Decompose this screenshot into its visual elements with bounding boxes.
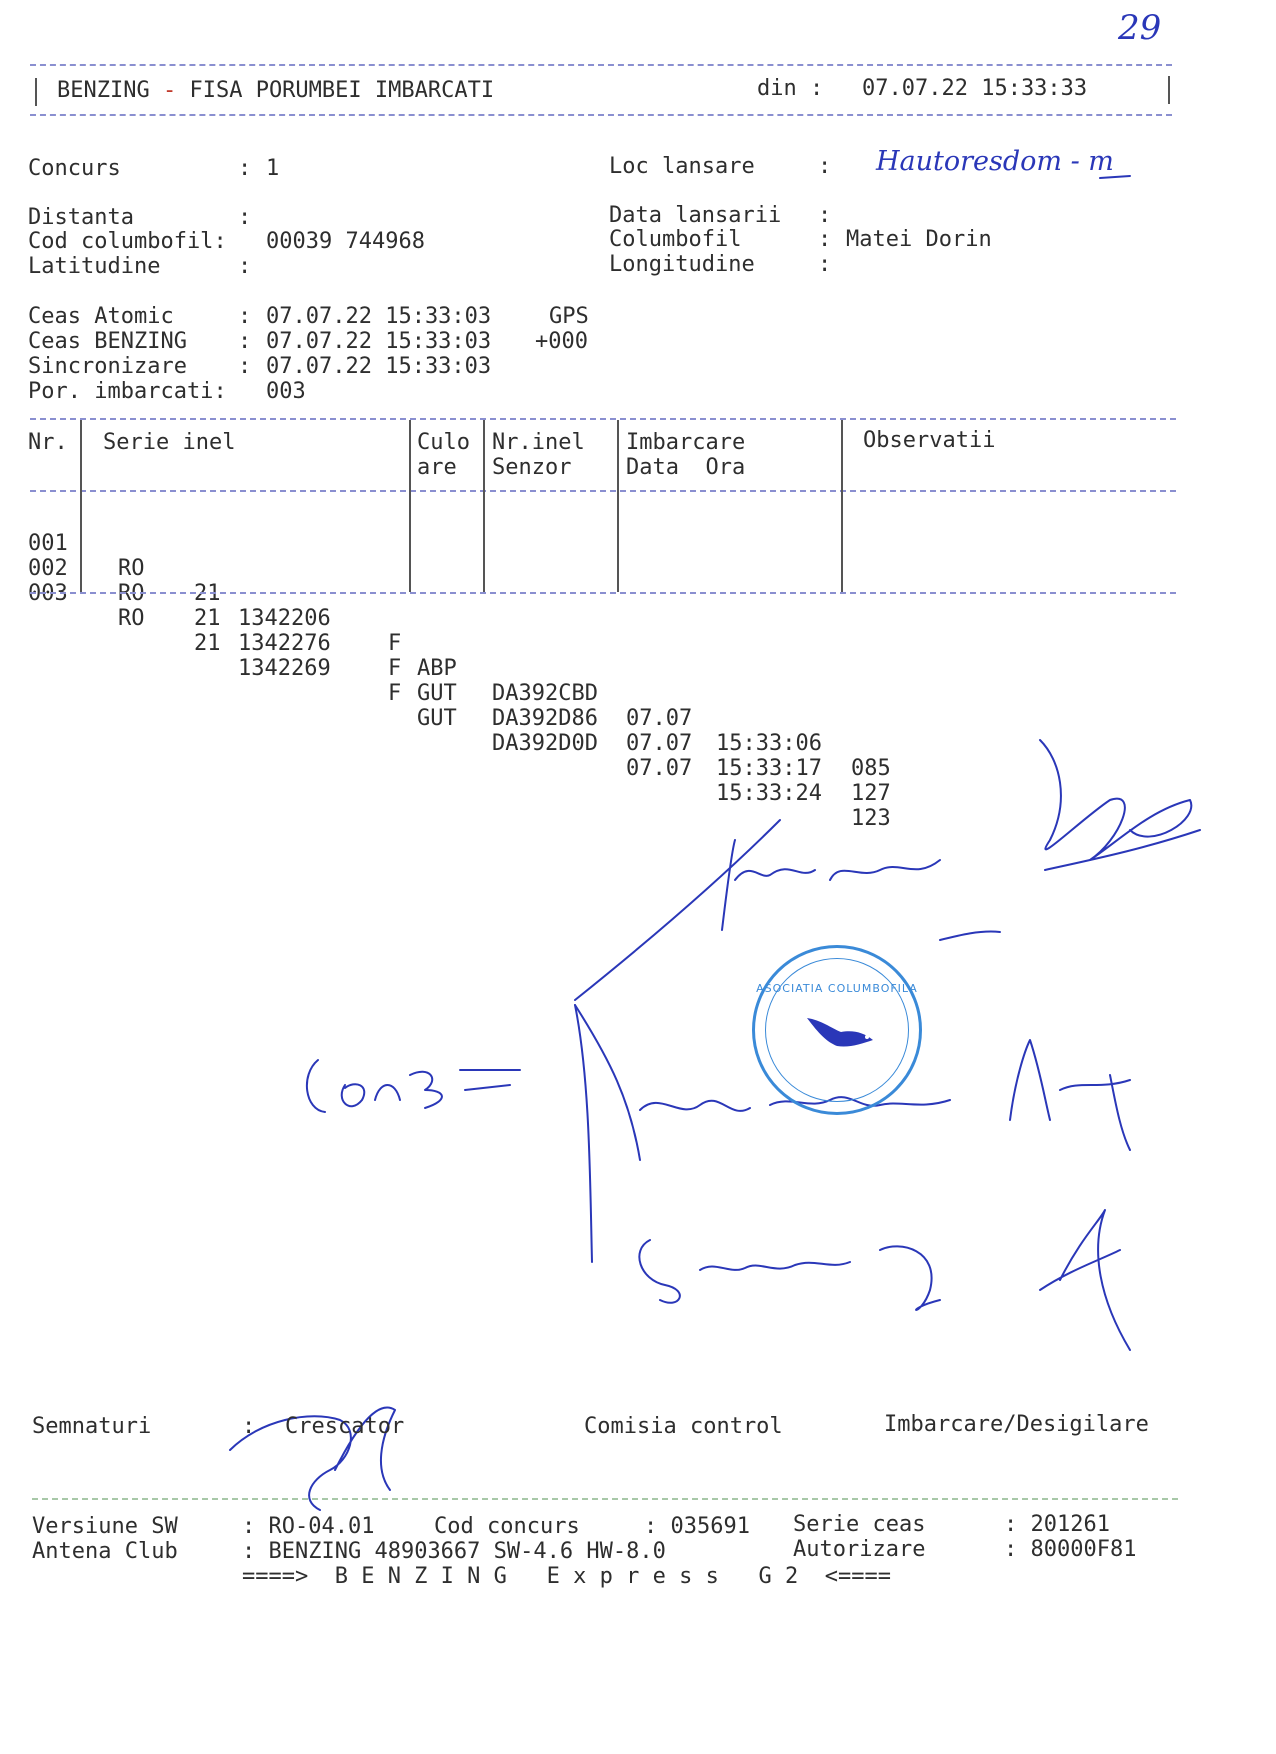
table-row: 002 RO 21 1342276 F GUT DA392D86 07.07 15:33:17 127	[28, 556, 891, 806]
th-culoare-2: are	[417, 455, 457, 480]
data-lansarii-label: Data lansarii	[609, 203, 782, 228]
serie-ceas-value: : 201261	[1004, 1512, 1110, 1537]
ceas-atomic-suffix: GPS	[549, 304, 589, 329]
th-serie-inel: Serie inel	[103, 430, 236, 455]
th-imbarcare-1: Imbarcare	[626, 430, 746, 455]
columbofil-label: Columbofil	[609, 227, 742, 252]
data-lansarii-colon: :	[818, 203, 832, 228]
th-nr-inel-1: Nr.inel	[492, 430, 585, 455]
loc-lansare-colon: :	[818, 154, 832, 179]
th-observatii: Observatii	[863, 428, 996, 453]
columbofil-value: Matei Dorin	[846, 227, 992, 252]
distanta-label: Distanta	[28, 205, 134, 230]
association-stamp	[752, 945, 922, 1115]
ceas-benzing-suffix: +000	[535, 329, 588, 354]
pigeon-icon	[801, 1010, 879, 1054]
ceas-atomic-value: 07.07.22 15:33:03	[266, 304, 492, 329]
concurs-colon: :	[238, 156, 252, 181]
loc-lansare-handwritten: Hautoresdom - m	[876, 146, 1114, 177]
concurs-value: 1	[266, 156, 280, 181]
th-nr: Nr.	[28, 430, 68, 455]
header-din-label: din :	[757, 76, 824, 101]
semnaturi-colon: :	[242, 1414, 256, 1439]
loc-lansare-label: Loc lansare	[609, 154, 755, 179]
antena-label: Antena Club	[32, 1539, 178, 1564]
header-title: BENZING - FISA PORUMBEI IMBARCATI	[57, 78, 495, 103]
handwritten-page-number: 29	[1118, 8, 1162, 48]
th-culoare-1: Culo	[417, 430, 470, 455]
ceas-atomic-colon: :	[238, 304, 252, 329]
sincronizare-value: 07.07.22 15:33:03	[266, 354, 492, 379]
por-imbarcati-value: 003	[266, 379, 306, 404]
header-din-value: 07.07.22 15:33:33	[862, 76, 1088, 101]
ceas-benzing-colon: :	[238, 329, 252, 354]
concurs-label: Concurs	[28, 156, 121, 181]
latitudine-colon: :	[238, 254, 252, 279]
serie-ceas-label: Serie ceas	[793, 1512, 926, 1537]
versiune-value: : RO-04.01	[242, 1514, 375, 1539]
sincronizare-label: Sincronizare	[28, 354, 187, 379]
autorizare-value: : 80000F81	[1004, 1537, 1137, 1562]
columbofil-colon: :	[818, 227, 832, 252]
antena-value: : BENZING 48903667 SW-4.6 HW-8.0	[242, 1539, 666, 1564]
cod-columbofil-label: Cod columbofil:	[28, 229, 227, 254]
comisia-label: Comisia control	[584, 1414, 783, 1439]
latitudine-label: Latitudine	[28, 254, 161, 279]
longitudine-colon: :	[818, 252, 832, 277]
th-imbarcare-2: Data Ora	[626, 455, 746, 480]
th-nr-inel-2: Senzor	[492, 455, 572, 480]
sincronizare-colon: :	[238, 354, 252, 379]
stamp-text: ASOCIATIA COLUMBOFILA	[756, 982, 918, 995]
ceas-atomic-label: Ceas Atomic	[28, 304, 174, 329]
footer-banner: ====> B E N Z I N G E x p r e s s G 2 <====	[242, 1564, 892, 1589]
cod-concurs-label: Cod concurs	[434, 1514, 580, 1539]
ceas-benzing-label: Ceas BENZING	[28, 329, 187, 354]
semnaturi-label: Semnaturi	[32, 1414, 152, 1439]
crescator-label: Crescator	[285, 1414, 405, 1439]
imbarcare-desigilare-label: Imbarcare/Desigilare	[884, 1412, 1149, 1437]
versiune-label: Versiune SW	[32, 1514, 178, 1539]
table-row: 001 RO 21 1342206 F ABP DA392CBD 07.07 15:33:06 085	[28, 531, 891, 781]
distanta-colon: :	[238, 205, 252, 230]
footer-rule	[32, 1498, 1178, 1500]
table-row: 003 RO 21 1342269 F GUT DA392D0D 07.07 15:33:24 123	[28, 581, 891, 831]
cod-concurs-value: : 035691	[644, 1514, 750, 1539]
ceas-benzing-value: 07.07.22 15:33:03	[266, 329, 492, 354]
longitudine-label: Longitudine	[609, 252, 755, 277]
cod-columbofil-value: 00039 744968	[266, 229, 425, 254]
autorizare-label: Autorizare	[793, 1537, 926, 1562]
por-imbarcati-label: Por. imbarcati:	[28, 379, 227, 404]
